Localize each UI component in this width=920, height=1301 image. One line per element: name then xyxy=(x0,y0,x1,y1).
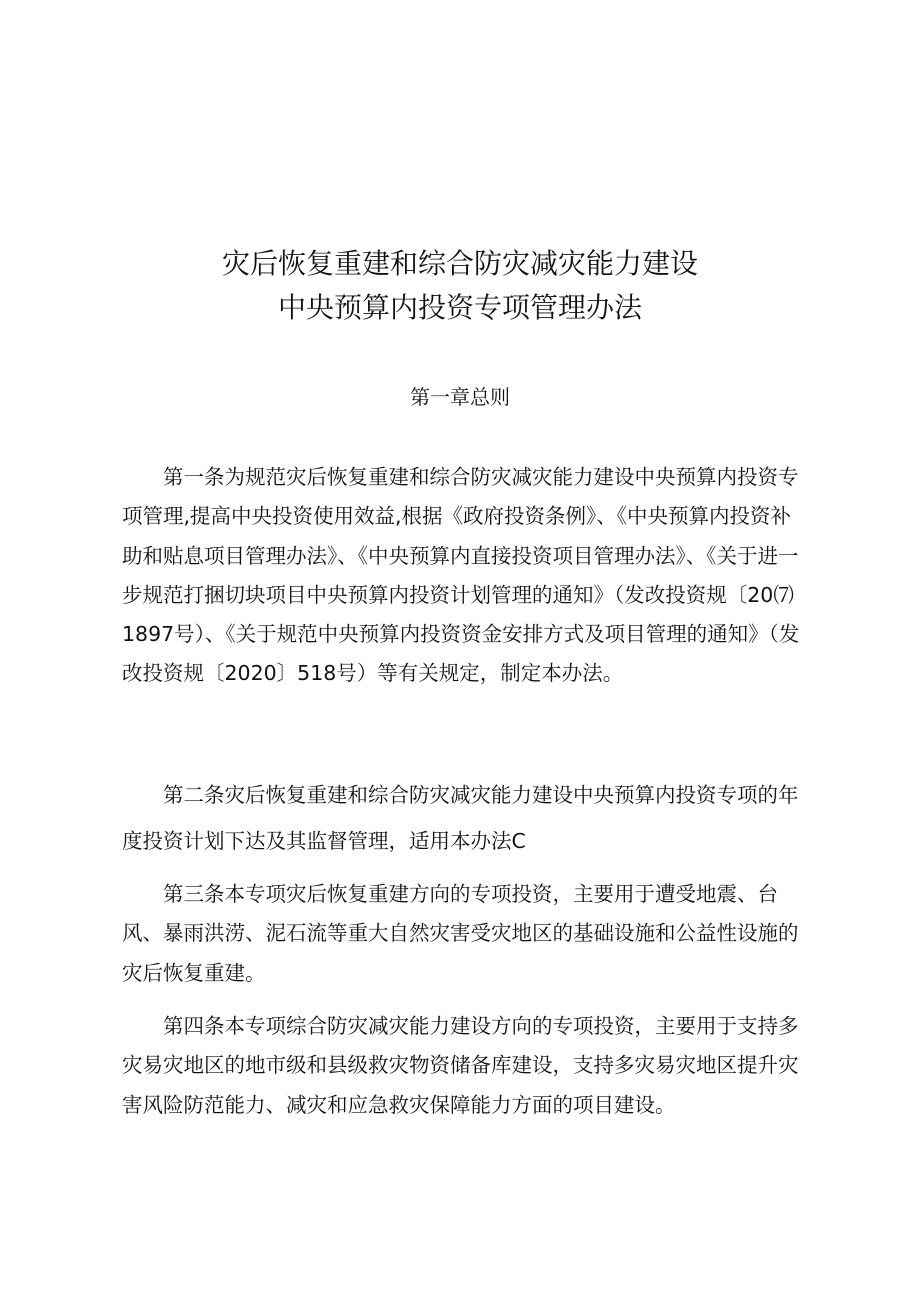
article-2: 第二条灾后恢复重建和综合防灾减灾能力建设中央预算内投资专项的年度投资计划下达及其监督管理，适用本办法C xyxy=(122,783,799,853)
article-1: 第一条为规范灾后恢复重建和综合防灾减灾能力建设中央预算内投资专项管理,提高中央投资使用效益,根据《政府投资条例》、《中央预算内投资补助和贴息项目管理办法》、《中央预算内直接投资项目管理办法》、《关于进一步规范打捆切块项目中央预算内投资计划管理的通知》（发改投资规〔20⑺1897号）、《关于规范中央预算内投资资金安排方式及项目管理的通知》（发改投资规〔2020〕518号）等有关规定，制定本办法。 xyxy=(122,465,800,686)
document-title-line-1: 灾后恢复重建和综合防灾减灾能力建设 xyxy=(221,247,698,280)
article-3: 第三条本专项灾后恢复重建方向的专项投资，主要用于遭受地震、台风、暴雨洪涝、泥石流等重大自然灾害受灾地区的基础设施和公益性设施的灾后恢复重建。 xyxy=(122,882,799,985)
article-4: 第四条本专项综合防灾减灾能力建设方向的专项投资，主要用于支持多灾易灾地区的地市级和县级救灾物资储备库建设，支持多灾易灾地区提升灾害风险防范能力、减灾和应急救灾保障能力方面的项目建设。 xyxy=(122,1014,799,1117)
chapter-heading: 第一章总则 xyxy=(410,385,510,409)
document-title-line-2: 中央预算内投资专项管理办法 xyxy=(277,291,642,324)
